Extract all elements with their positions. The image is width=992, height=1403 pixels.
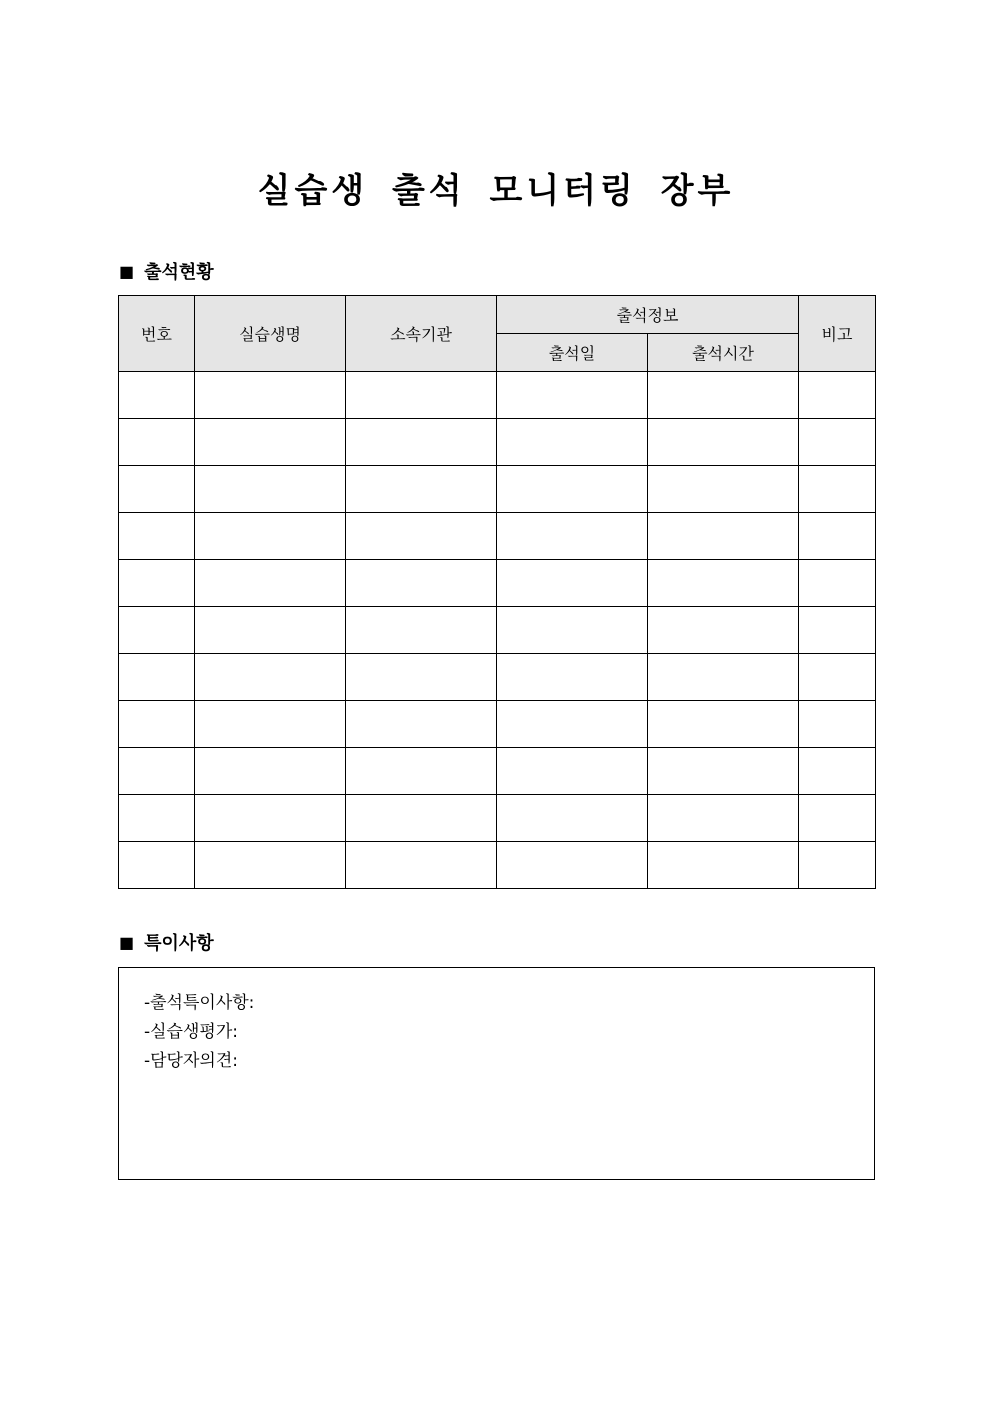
table-cell[interactable] [497,701,648,748]
table-row [119,748,876,795]
section-heading-label: 출석현황 [144,262,214,283]
table-cell[interactable] [119,560,195,607]
table-cell[interactable] [119,701,195,748]
table-cell[interactable] [346,372,497,419]
note-intern-evaluation: -실습생평가: [144,1022,238,1042]
table-cell[interactable] [648,607,799,654]
table-cell[interactable] [648,560,799,607]
table-cell[interactable] [497,654,648,701]
table-cell[interactable] [648,701,799,748]
table-cell[interactable] [195,513,346,560]
note-manager-opinion: -담당자의견: [144,1051,238,1071]
table-cell[interactable] [119,607,195,654]
table-cell[interactable] [648,466,799,513]
table-cell[interactable] [195,748,346,795]
table-cell[interactable] [497,372,648,419]
table-cell[interactable] [195,372,346,419]
table-cell[interactable] [346,419,497,466]
square-bullet-icon: ■ [119,261,135,281]
table-cell[interactable] [799,513,876,560]
table-cell[interactable] [346,513,497,560]
table-cell[interactable] [497,419,648,466]
table-row [119,513,876,560]
table-cell[interactable] [648,842,799,889]
header-org: 소속기관 [346,296,497,372]
header-time: 출석시간 [648,334,799,372]
table-cell[interactable] [119,795,195,842]
table-row [119,419,876,466]
table-cell[interactable] [195,560,346,607]
header-name: 실습생명 [195,296,346,372]
table-cell[interactable] [346,842,497,889]
table-cell[interactable] [497,560,648,607]
table-cell[interactable] [799,466,876,513]
table-row [119,842,876,889]
attendance-table [118,295,876,889]
table-cell[interactable] [648,513,799,560]
table-cell[interactable] [195,419,346,466]
header-remarks: 비고 [799,296,876,372]
table-row [119,795,876,842]
notes-box[interactable] [118,967,875,1180]
page-title: 실습생 출석 모니터링 장부 [257,171,735,211]
table-cell[interactable] [195,795,346,842]
table-cell[interactable] [195,607,346,654]
table-cell[interactable] [497,466,648,513]
table-row [119,372,876,419]
table-cell[interactable] [195,466,346,513]
table-cell[interactable] [346,701,497,748]
table-cell[interactable] [346,795,497,842]
table-cell[interactable] [648,795,799,842]
table-cell[interactable] [497,842,648,889]
table-cell[interactable] [346,466,497,513]
table-cell[interactable] [799,748,876,795]
table-cell[interactable] [346,560,497,607]
table-cell[interactable] [497,795,648,842]
table-row [119,607,876,654]
table-cell[interactable] [799,607,876,654]
table-cell[interactable] [648,654,799,701]
table-cell[interactable] [799,654,876,701]
table-cell[interactable] [497,513,648,560]
table-cell[interactable] [799,795,876,842]
table-cell[interactable] [119,372,195,419]
header-attendance-info: 출석정보 [497,296,799,334]
table-cell[interactable] [346,654,497,701]
table-cell[interactable] [195,701,346,748]
table-cell[interactable] [195,654,346,701]
table-cell[interactable] [799,701,876,748]
table-cell[interactable] [119,654,195,701]
table-cell[interactable] [648,372,799,419]
table-cell[interactable] [195,842,346,889]
table-cell[interactable] [346,748,497,795]
table-cell[interactable] [119,466,195,513]
table-cell[interactable] [497,607,648,654]
table-cell[interactable] [119,842,195,889]
header-date: 출석일 [497,334,648,372]
table-row [119,560,876,607]
section-heading-attendance [119,258,214,284]
table-row [119,466,876,513]
table-cell[interactable] [799,372,876,419]
table-cell[interactable] [346,607,497,654]
table-row [119,654,876,701]
table-cell[interactable] [648,419,799,466]
table-cell[interactable] [119,748,195,795]
table-row [119,701,876,748]
table-cell[interactable] [119,419,195,466]
table-cell[interactable] [799,419,876,466]
table-cell[interactable] [799,560,876,607]
section-heading-notes [119,929,214,955]
header-number: 번호 [119,296,195,372]
square-bullet-icon: ■ [119,932,135,952]
table-cell[interactable] [799,842,876,889]
note-attendance-remarks: -출석특이사항: [144,993,255,1013]
table-cell[interactable] [119,513,195,560]
table-cell[interactable] [497,748,648,795]
table-cell[interactable] [648,748,799,795]
section-heading-label: 특이사항 [144,933,214,954]
